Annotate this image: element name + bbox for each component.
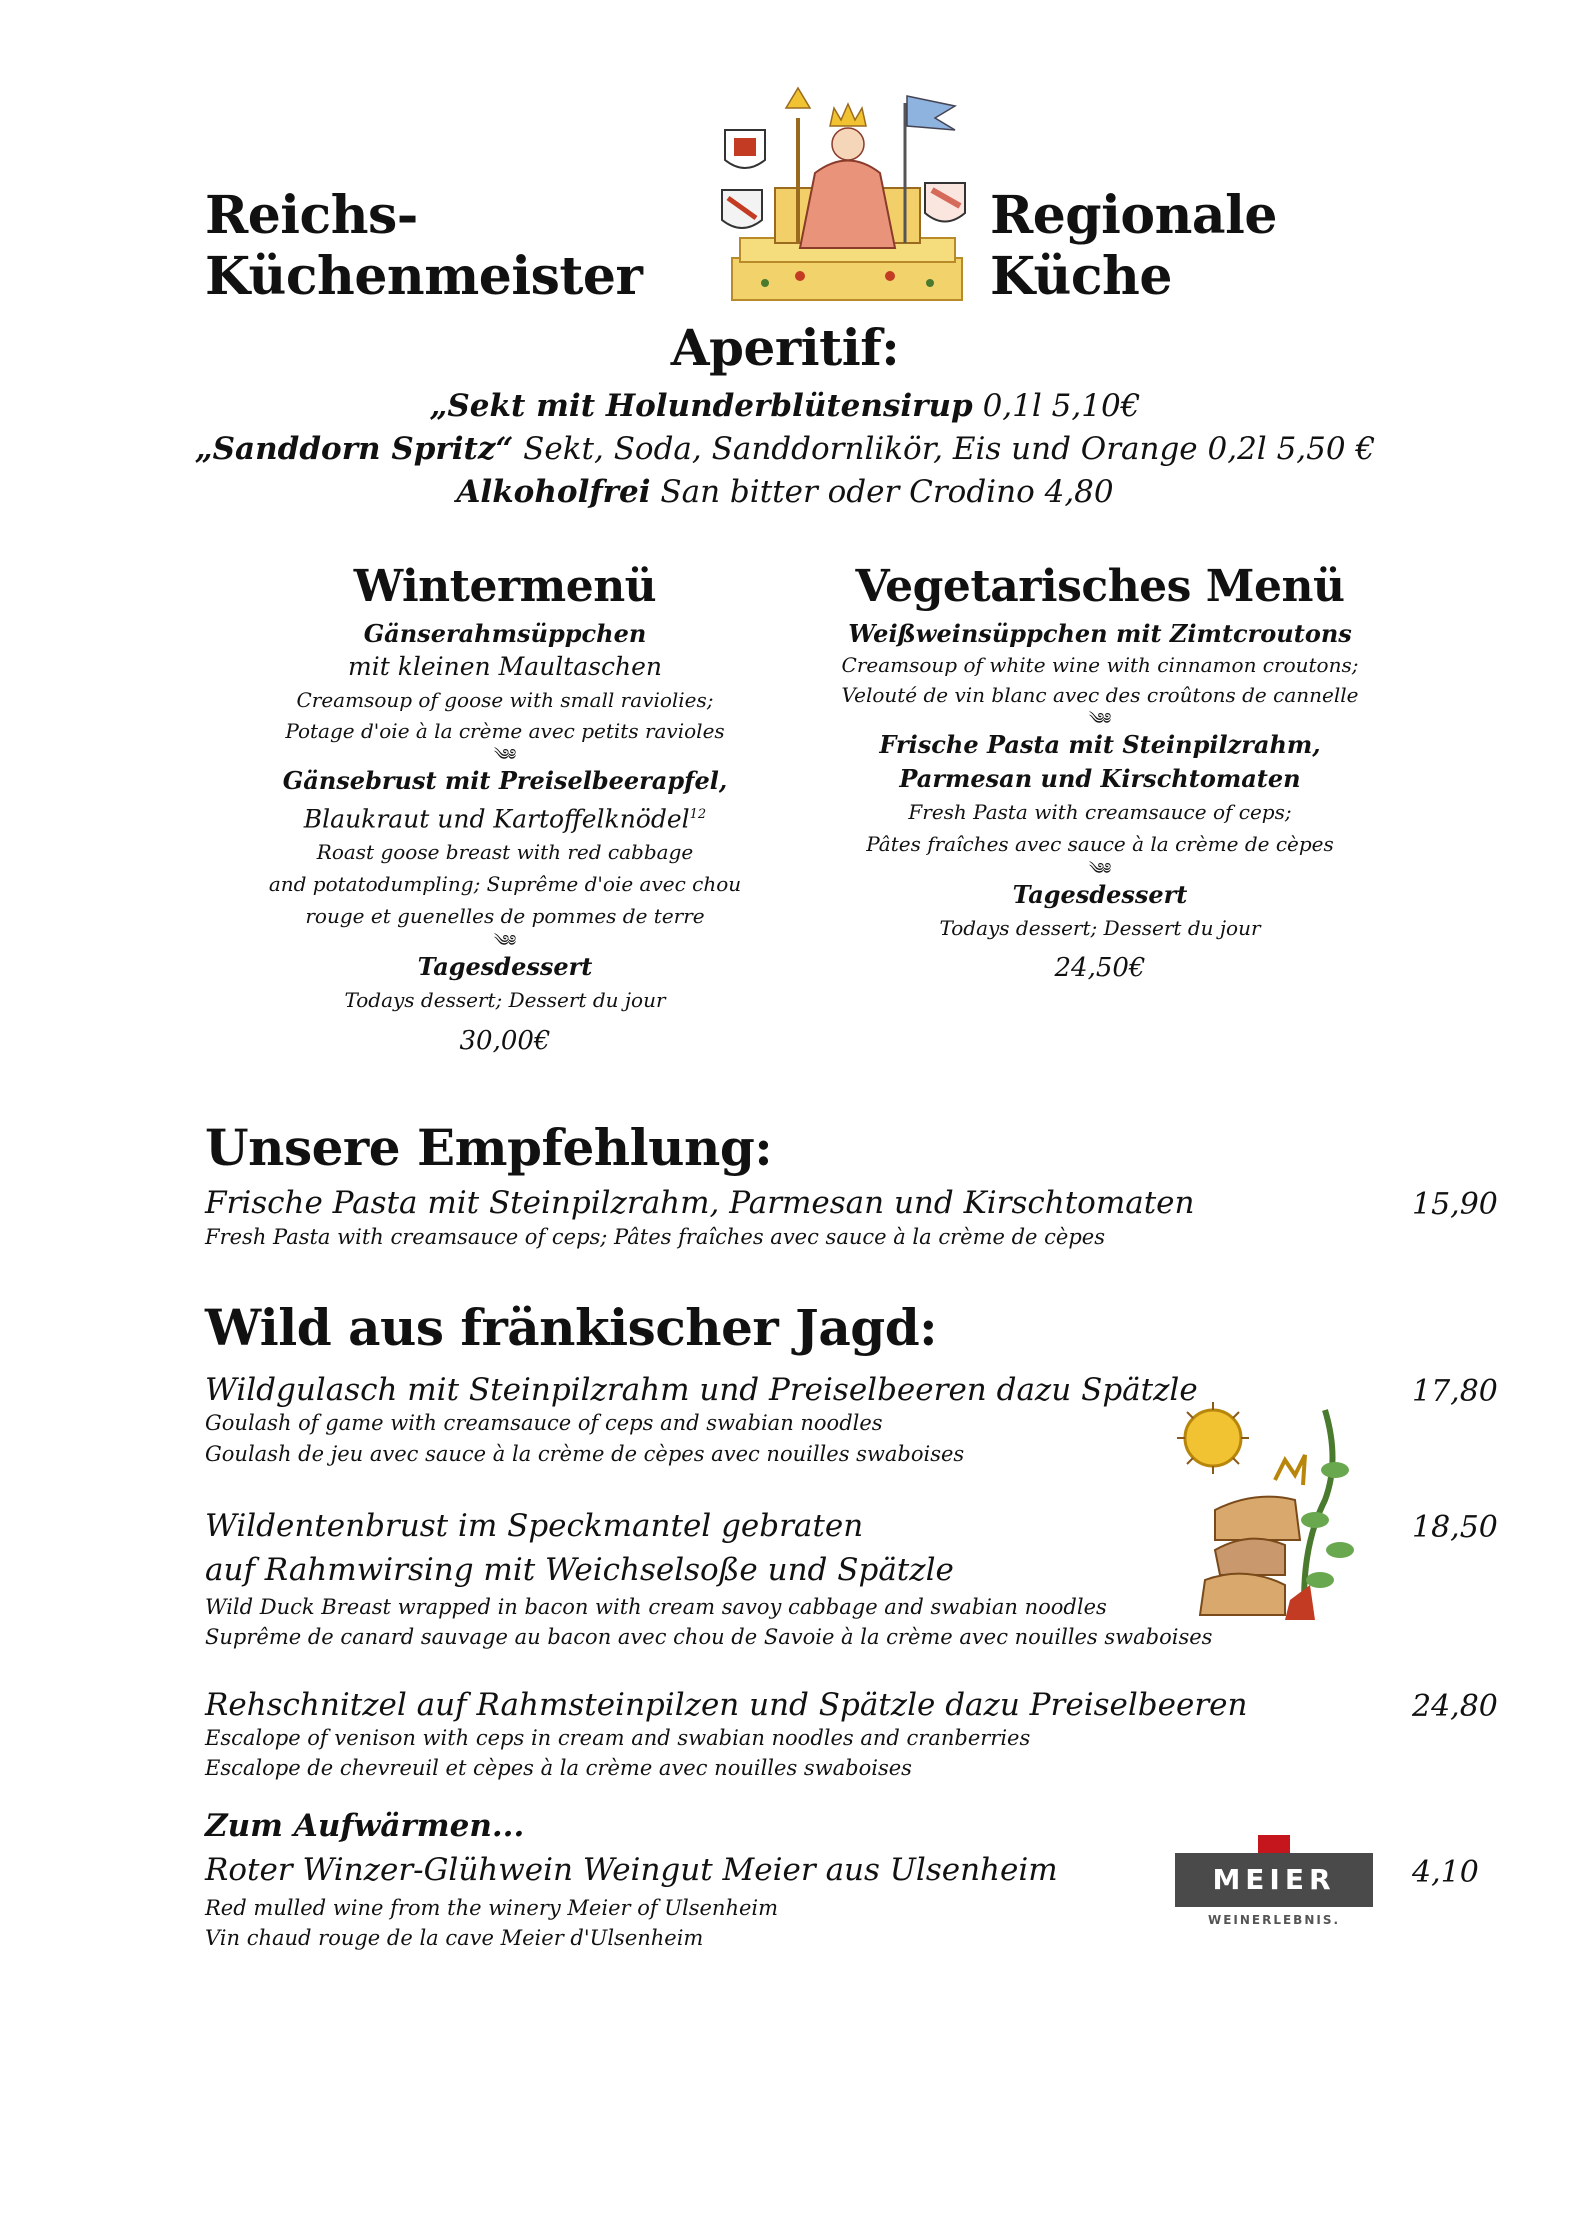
aperitif-line-3 [0,474,1570,510]
winter-course-2-en-3: rouge et guenelles de pommes de terre [305,904,705,929]
winter-course-2-name: Gänsebrust mit Preiselbeerapfel, [282,766,728,795]
warmup-title: Zum Aufwärmen... [205,1808,525,1844]
meier-logo [1175,1835,1375,1935]
veg-course-3-name: Tagesdessert [1012,880,1188,909]
game-item-3-desc-fr: Escalope de chevreuil et cèpes à la crème avec nouilles swaboises [205,1756,912,1780]
aperitif-line-3-bold: Alkoholfrei [456,474,651,510]
winter-menu [195,556,815,1066]
aperitif-line-2-bold: „Sanddorn Spritz“ [194,431,514,467]
winter-menu-price: 30,00€ [459,1026,551,1057]
winter-course-2-en-1: Roast goose breast with red cabbage [316,840,694,865]
game-title: Wild aus fränkischer Jagd: [205,1298,938,1357]
game-item-1-price: 17,80 [1412,1374,1498,1409]
winter-course-1-en: Creamsoup of goose with small raviolies; [296,688,714,712]
winter-course-1-name: Gänserahmsüppchen [363,619,647,648]
header-right-title: Regionale Küche [990,185,1277,307]
veg-menu-title: Vegetarisches Menü [855,561,1345,612]
aperitif-line-3-rest: San bitter oder Crodino 4,80 [660,474,1114,510]
veg-course-2-name-1: Frische Pasta mit Steinpilzrahm, [879,730,1321,759]
game-item-1-dish: Wildgulasch mit Steinpilzrahm und Preiselbeeren dazu Spätzle [205,1372,1198,1408]
winter-course-3-name: Tagesdessert [417,952,593,982]
logo-tagline: WEINERLEBNIS. [1207,1913,1341,1927]
game-item-2-dish-2: auf Rahmwirsing mit Weichselsoße und Spätzle [205,1552,954,1588]
aperitif-line-2-rest: Sekt, Soda, Sanddornlikör, Eis und Orange 0,2l 5,50 € [523,431,1376,467]
aperitif-line-1 [0,388,1570,424]
game-item-3-dish: Rehschnitzel auf Rahmsteinpilzen und Spätzle dazu Preiselbeeren [205,1687,1248,1723]
veg-course-1-name: Weißweinsüppchen mit Zimtcroutons [848,619,1352,648]
warmup-price: 4,10 [1412,1855,1479,1890]
game-item-1-desc-fr: Goulash de jeu avec sauce à la crème de cèpes avec nouilles swaboises [205,1442,965,1466]
veg-course-2-name-2: Parmesan und Kirschtomaten [899,764,1301,793]
recommendation-title: Unsere Empfehlung: [205,1118,773,1177]
winter-course-2-sub-text: Blaukraut und Kartoffelknödel [303,804,690,834]
winter-course-1-fr: Potage d'oie à la crème avec petits ravioles [285,719,725,743]
ornament: ༄༅ [493,931,517,951]
deer-illustration [1175,1400,1355,1620]
king-illustration [720,78,975,303]
winter-course-1-sub: mit kleinen Maultaschen [348,652,662,681]
ornament: ༄༅ [493,745,517,764]
game-item-2-dish-1: Wildentenbrust im Speckmantel gebraten [205,1508,864,1544]
ornament: ༄༅ [1088,709,1112,728]
game-item-2-price: 18,50 [1412,1510,1498,1545]
veg-course-2-fr: Pâtes fraîches avec sauce à la crème de cèpes [866,832,1334,856]
logo-brand: MEIER [1212,1863,1336,1896]
veg-course-1-en: Creamsoup of white wine with cinnamon croutons; [841,653,1359,677]
recommendation-desc: Fresh Pasta with creamsauce of ceps; Pâtes fraîches avec sauce à la crème de cèpes [205,1225,1105,1249]
winter-course-2-en-2: and potatodumpling; Suprême d'oie avec chou [268,872,742,897]
aperitif-title: Aperitif: [670,318,900,377]
game-item-3-price: 24,80 [1412,1689,1498,1724]
aperitif-line-1-bold: „Sekt mit Holunderblütensirup [429,388,973,424]
ornament: ༄༅ [1088,859,1112,878]
allergen-note: 12 [689,807,707,822]
winter-course-2-sub [195,798,815,836]
veg-menu-price: 24,50€ [1054,953,1146,983]
veg-menu [800,556,1400,992]
winter-menu-title: Wintermenü [353,561,657,612]
game-item-2-desc-en: Wild Duck Breast wrapped in bacon with cream savoy cabbage and swabian noodles [205,1595,1107,1619]
recommendation-dish: Frische Pasta mit Steinpilzrahm, Parmesan und Kirschtomaten [205,1185,1195,1221]
veg-course-3-en: Todays dessert; Dessert du jour [939,916,1261,940]
header-left-title: Reichs-Küchenmeister [205,185,643,307]
game-item-1-desc-en: Goulash of game with creamsauce of ceps and swabian noodles [205,1411,883,1435]
veg-course-1-fr: Velouté de vin blanc avec des croûtons de cannelle [841,683,1359,707]
winter-course-3-en: Todays dessert; Dessert du jour [344,988,666,1013]
warmup-desc-en: Red mulled wine from the winery Meier of Ulsenheim [205,1896,779,1920]
aperitif-line-1-rest: 0,1l 5,10€ [982,388,1141,424]
veg-course-2-en: Fresh Pasta with creamsauce of ceps; [908,800,1292,824]
game-item-3-desc-en: Escalope of venison with ceps in cream and swabian noodles and cranberries [205,1726,1031,1750]
game-item-2-desc-fr: Suprême de canard sauvage au bacon avec chou de Savoie à la crème avec nouilles swaboises [205,1625,1213,1649]
aperitif-line-2 [0,431,1570,467]
warmup-dish: Roter Winzer-Glühwein Weingut Meier aus Ulsenheim [205,1852,1058,1888]
warmup-desc-fr: Vin chaud rouge de la cave Meier d'Ulsenheim [205,1926,704,1950]
recommendation-price: 15,90 [1412,1187,1498,1222]
